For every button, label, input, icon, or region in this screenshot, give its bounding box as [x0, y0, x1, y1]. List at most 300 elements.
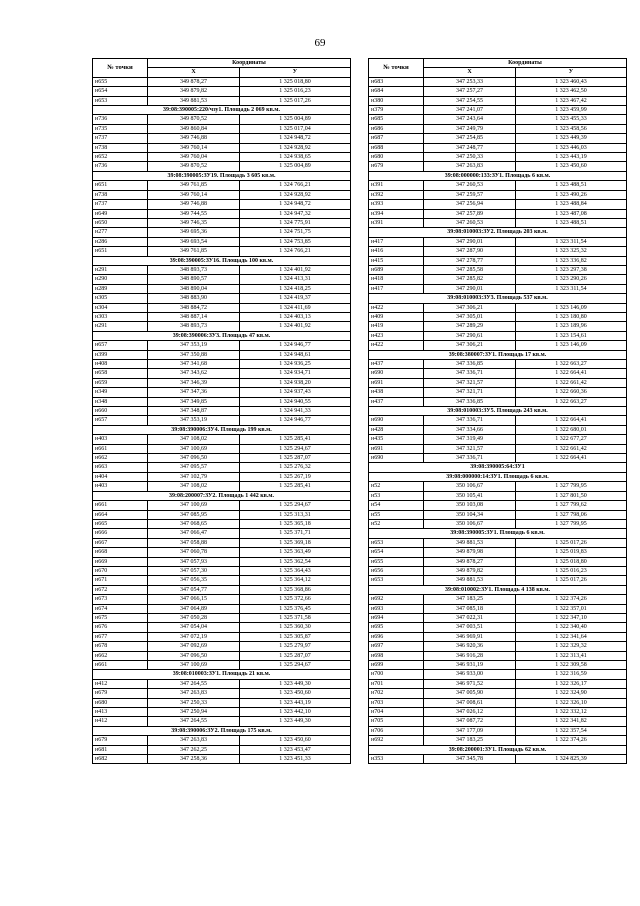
- table-row: [93, 745, 351, 754]
- point-number-cell: н672: [93, 585, 148, 594]
- table-row: [369, 698, 627, 707]
- table-row: [93, 181, 351, 190]
- table-row: [369, 651, 627, 660]
- point-number-cell: н692: [369, 595, 424, 604]
- x-coordinate-cell: 349 693,54: [148, 237, 240, 246]
- table-row: [93, 689, 351, 698]
- table-row: [369, 256, 627, 265]
- y-coordinate-cell: 1 322 341,64: [516, 632, 627, 641]
- x-coordinate-cell: 347 108,02: [148, 435, 240, 444]
- point-number-cell: н286: [93, 237, 148, 246]
- table-row: [93, 444, 351, 453]
- y-coordinate-cell: 1 322 316,59: [516, 670, 627, 679]
- x-coordinate-cell: 347 254,55: [424, 96, 516, 105]
- table-row: [93, 595, 351, 604]
- section-row: [93, 331, 351, 340]
- table-row: [369, 670, 627, 679]
- table-row: [93, 566, 351, 575]
- y-coordinate-cell: 1 325 369,18: [240, 538, 351, 547]
- y-coordinate-cell: 1 325 285,41: [240, 435, 351, 444]
- x-coordinate-cell: 347 253,33: [424, 77, 516, 86]
- y-coordinate-cell: 1 324 940,55: [240, 397, 351, 406]
- y-coordinate-cell: 1 322 357,01: [516, 604, 627, 613]
- left-table-body: [93, 77, 351, 764]
- x-coordinate-cell: 347 060,78: [148, 548, 240, 557]
- table-row: [93, 312, 351, 321]
- table-row: [93, 388, 351, 397]
- table-row: [93, 510, 351, 519]
- y-coordinate-cell: 1 323 487,08: [516, 209, 627, 218]
- table-row: [93, 755, 351, 764]
- point-number-cell: н738: [93, 143, 148, 152]
- point-number-cell: н697: [369, 642, 424, 651]
- point-number-cell: н437: [369, 360, 424, 369]
- y-coordinate-cell: 1 324 946,77: [240, 341, 351, 350]
- point-number-cell: н53: [369, 491, 424, 500]
- x-coordinate-cell: 350 105,41: [424, 491, 516, 500]
- x-coordinate-cell: 350 106,67: [424, 482, 516, 491]
- y-coordinate-cell: 1 324 936,25: [240, 360, 351, 369]
- y-coordinate-cell: 1 324 775,91: [240, 218, 351, 227]
- point-number-cell: н349: [93, 388, 148, 397]
- x-coordinate-cell: 347 336,71: [424, 369, 516, 378]
- x-coordinate-cell: 347 066,15: [148, 595, 240, 604]
- x-coordinate-cell: 347 260,53: [424, 218, 516, 227]
- section-title: 39:08:200007:ЗУ2. Площадь 1 442 кв.м.: [93, 491, 351, 500]
- table-row: [93, 585, 351, 594]
- point-number-cell: н55: [369, 510, 424, 519]
- x-coordinate-cell: 347 260,53: [424, 181, 516, 190]
- table-row: [369, 200, 627, 209]
- table-row: [93, 284, 351, 293]
- point-number-cell: н662: [93, 454, 148, 463]
- x-coordinate-cell: 347 008,61: [424, 698, 516, 707]
- table-row: [93, 209, 351, 218]
- x-coordinate-cell: 346 971,52: [424, 679, 516, 688]
- table-row: [369, 661, 627, 670]
- table-row: [93, 143, 351, 152]
- point-number-cell: н691: [369, 378, 424, 387]
- point-number-cell: н670: [93, 566, 148, 575]
- x-coordinate-cell: 349 746,88: [148, 134, 240, 143]
- y-coordinate-cell: 1 327 799,95: [516, 482, 627, 491]
- point-number-cell: н654: [369, 548, 424, 557]
- table-row: [369, 538, 627, 547]
- table-row: [93, 642, 351, 651]
- table-row: [369, 303, 627, 312]
- table-row: [93, 501, 351, 510]
- point-number-cell: н290: [93, 275, 148, 284]
- x-coordinate-cell: 347 256,94: [424, 200, 516, 209]
- y-coordinate-cell: 1 322 660,36: [516, 388, 627, 397]
- x-coordinate-cell: 347 264,55: [148, 717, 240, 726]
- point-number-cell: н650: [93, 218, 148, 227]
- point-number-cell: н657: [93, 341, 148, 350]
- point-number-cell: н679: [93, 689, 148, 698]
- y-coordinate-cell: 1 324 825,39: [516, 755, 627, 764]
- point-number-cell: н679: [93, 736, 148, 745]
- point-number-cell: н52: [369, 482, 424, 491]
- table-row: [369, 388, 627, 397]
- point-number-cell: н651: [93, 247, 148, 256]
- y-header: У: [516, 68, 627, 77]
- point-number-cell: н391: [369, 181, 424, 190]
- y-coordinate-cell: 1 325 019,83: [516, 548, 627, 557]
- point-number-cell: н660: [93, 407, 148, 416]
- point-number-cell: н438: [369, 388, 424, 397]
- table-row: [369, 632, 627, 641]
- y-coordinate-cell: 1 323 488,51: [516, 181, 627, 190]
- table-row: [93, 548, 351, 557]
- y-coordinate-cell: 1 325 004,89: [240, 115, 351, 124]
- section-row: [369, 745, 627, 754]
- table-row: [93, 322, 351, 331]
- point-number-cell: н437: [369, 397, 424, 406]
- point-number-cell: н684: [369, 87, 424, 96]
- table-row: [93, 717, 351, 726]
- point-number-cell: н680: [93, 698, 148, 707]
- x-coordinate-cell: 347 058,88: [148, 538, 240, 547]
- x-coordinate-cell: 347 092,69: [148, 642, 240, 651]
- x-coordinate-cell: 347 336,71: [424, 416, 516, 425]
- point-number-cell: н685: [369, 115, 424, 124]
- x-coordinate-cell: 349 760,14: [148, 143, 240, 152]
- table-row: [93, 265, 351, 274]
- y-coordinate-cell: 1 322 664,41: [516, 369, 627, 378]
- x-coordinate-cell: 347 250,94: [148, 708, 240, 717]
- y-coordinate-cell: 1 324 938,20: [240, 378, 351, 387]
- section-title: 39:08:010003:ЗУ5. Площадь 243 кв.м.: [369, 407, 627, 416]
- table-row: [93, 294, 351, 303]
- table-row: [369, 623, 627, 632]
- point-number-cell: н674: [93, 604, 148, 613]
- x-coordinate-cell: 348 893,73: [148, 322, 240, 331]
- y-coordinate-cell: 1 327 799,95: [516, 519, 627, 528]
- table-row: [369, 679, 627, 688]
- y-coordinate-cell: 1 323 462,50: [516, 87, 627, 96]
- section-title: 39:08:390005:220/чзу1. Площадь 2 069 кв.м.: [93, 106, 351, 115]
- x-coordinate-cell: 347 262,25: [148, 745, 240, 754]
- point-number-cell: н682: [93, 755, 148, 764]
- table-row: [93, 378, 351, 387]
- y-coordinate-cell: 1 322 661,42: [516, 378, 627, 387]
- y-coordinate-cell: 1 323 449,30: [240, 679, 351, 688]
- right-coordinates-table: [368, 58, 627, 764]
- y-coordinate-cell: 1 323 180,80: [516, 312, 627, 321]
- point-number-cell: н704: [369, 708, 424, 717]
- section-row: [369, 294, 627, 303]
- x-coordinate-cell: 347 321,57: [424, 378, 516, 387]
- x-coordinate-cell: 350 103,08: [424, 501, 516, 510]
- point-number-cell: н413: [93, 708, 148, 717]
- table-row: [369, 265, 627, 274]
- x-coordinate-cell: 347 100,69: [148, 501, 240, 510]
- x-coordinate-cell: 347 290,61: [424, 331, 516, 340]
- table-row: [93, 463, 351, 472]
- x-coordinate-cell: 349 695,36: [148, 228, 240, 237]
- point-number-cell: н700: [369, 670, 424, 679]
- y-coordinate-cell: 1 322 326,10: [516, 698, 627, 707]
- y-coordinate-cell: 1 322 680,01: [516, 425, 627, 434]
- x-coordinate-cell: 347 336,85: [424, 360, 516, 369]
- table-row: [93, 736, 351, 745]
- table-row: [369, 576, 627, 585]
- coordinates-header: Координаты: [148, 59, 351, 68]
- y-coordinate-cell: 1 323 189,96: [516, 322, 627, 331]
- table-row: [93, 698, 351, 707]
- x-coordinate-cell: 347 341,68: [148, 360, 240, 369]
- y-coordinate-cell: 1 322 374,26: [516, 736, 627, 745]
- table-row: [93, 134, 351, 143]
- y-coordinate-cell: 1 323 443,19: [240, 698, 351, 707]
- section-title: 39:08:000000:14:ЗУ1. Площадь 6 кв.м.: [369, 472, 627, 481]
- y-coordinate-cell: 1 324 753,85: [240, 237, 351, 246]
- point-number-cell: н416: [369, 247, 424, 256]
- y-coordinate-cell: 1 323 297,38: [516, 265, 627, 274]
- section-title: 39:08:010002:ЗУ1. Площадь 4 138 кв.м.: [369, 585, 627, 594]
- y-coordinate-cell: 1 325 016,23: [516, 566, 627, 575]
- point-number-cell: н303: [93, 312, 148, 321]
- table-row: [93, 153, 351, 162]
- x-coordinate-cell: 347 102,79: [148, 472, 240, 481]
- point-number-cell: н690: [369, 369, 424, 378]
- x-coordinate-cell: 347 056,35: [148, 576, 240, 585]
- point-number-cell: н692: [369, 736, 424, 745]
- y-coordinate-cell: 1 327 801,50: [516, 491, 627, 500]
- y-coordinate-cell: 1 327 798,06: [516, 510, 627, 519]
- table-row: [369, 548, 627, 557]
- x-coordinate-cell: 346 920,36: [424, 642, 516, 651]
- y-coordinate-cell: 1 325 287,07: [240, 454, 351, 463]
- left-coordinates-table: [92, 58, 351, 764]
- point-number-cell: н652: [93, 153, 148, 162]
- table-row: [369, 501, 627, 510]
- point-number-cell: н649: [93, 209, 148, 218]
- point-number-cell: н653: [369, 538, 424, 547]
- point-number-cell: н289: [93, 284, 148, 293]
- y-coordinate-cell: 1 325 364,43: [240, 566, 351, 575]
- section-title: 39:08:390005:ЗУ19. Площадь 3 605 кв.м.: [93, 171, 351, 180]
- section-title: 39:08:380007:ЗУ1. Площадь 17 кв.м.: [369, 350, 627, 359]
- x-coordinate-cell: 347 343,62: [148, 369, 240, 378]
- y-coordinate-cell: 1 323 488,84: [516, 200, 627, 209]
- x-coordinate-cell: 349 870,52: [148, 162, 240, 171]
- y-coordinate-cell: 1 324 418,25: [240, 284, 351, 293]
- y-coordinate-cell: 1 325 285,41: [240, 482, 351, 491]
- y-coordinate-cell: 1 324 937,43: [240, 388, 351, 397]
- table-row: [93, 623, 351, 632]
- point-number-cell: н688: [369, 143, 424, 152]
- section-title: 39:08:390005:ЗУ16. Площадь 100 кв.м.: [93, 256, 351, 265]
- y-coordinate-cell: 1 322 340,40: [516, 623, 627, 632]
- x-coordinate-cell: 349 760,04: [148, 153, 240, 162]
- y-coordinate-cell: 1 323 146,09: [516, 303, 627, 312]
- y-coordinate-cell: 1 323 455,33: [516, 115, 627, 124]
- point-number-cell: н736: [93, 162, 148, 171]
- point-number-cell: н663: [93, 463, 148, 472]
- y-coordinate-cell: 1 325 363,49: [240, 548, 351, 557]
- y-coordinate-cell: 1 325 018,80: [516, 557, 627, 566]
- y-coordinate-cell: 1 325 360,30: [240, 623, 351, 632]
- section-row: [93, 256, 351, 265]
- point-number-cell: н661: [93, 444, 148, 453]
- table-row: [369, 416, 627, 425]
- table-row: [93, 708, 351, 717]
- y-coordinate-cell: 1 322 663,27: [516, 360, 627, 369]
- x-coordinate-cell: 347 003,51: [424, 623, 516, 632]
- point-number-cell: н737: [93, 134, 148, 143]
- x-coordinate-cell: 347 095,57: [148, 463, 240, 472]
- x-coordinate-cell: 347 249,79: [424, 124, 516, 133]
- point-number-cell: н655: [93, 77, 148, 86]
- x-coordinate-cell: 347 108,02: [148, 482, 240, 491]
- point-number-cell: н417: [369, 237, 424, 246]
- point-number-cell: н665: [93, 519, 148, 528]
- x-coordinate-cell: 347 257,89: [424, 209, 516, 218]
- point-number-cell: н391: [369, 218, 424, 227]
- section-row: [93, 171, 351, 180]
- table-row: [93, 124, 351, 133]
- table-row: [93, 632, 351, 641]
- x-coordinate-cell: 347 085,95: [148, 510, 240, 519]
- table-row: [369, 96, 627, 105]
- point-number-cell: н702: [369, 689, 424, 698]
- x-coordinate-cell: 349 879,82: [424, 566, 516, 575]
- section-row: [369, 472, 627, 481]
- point-number-cell: н423: [369, 331, 424, 340]
- y-coordinate-cell: 1 323 450,60: [240, 689, 351, 698]
- point-number-cell: н403: [93, 482, 148, 491]
- y-coordinate-cell: 1 322 661,42: [516, 444, 627, 453]
- table-row: [369, 322, 627, 331]
- point-number-cell: н666: [93, 529, 148, 538]
- point-number-cell: н703: [369, 698, 424, 707]
- x-coordinate-cell: 349 746,35: [148, 218, 240, 227]
- y-coordinate-cell: 1 325 017,26: [516, 538, 627, 547]
- x-coordinate-cell: 348 893,73: [148, 265, 240, 274]
- point-number-cell: н54: [369, 501, 424, 510]
- point-number-cell: н738: [93, 190, 148, 199]
- x-coordinate-cell: 350 104,34: [424, 510, 516, 519]
- table-row: [93, 303, 351, 312]
- x-coordinate-cell: 347 087,72: [424, 717, 516, 726]
- point-number-cell: н651: [93, 181, 148, 190]
- table-row: [93, 341, 351, 350]
- point-number-cell: н661: [93, 501, 148, 510]
- table-row: [369, 369, 627, 378]
- table-row: [369, 312, 627, 321]
- section-title: 39:08:390005:64:ЗУ1: [369, 463, 627, 472]
- table-row: [369, 566, 627, 575]
- y-coordinate-cell: 1 324 947,32: [240, 209, 351, 218]
- point-number-cell: н653: [93, 96, 148, 105]
- point-number-cell: н419: [369, 322, 424, 331]
- y-coordinate-cell: 1 322 664,41: [516, 454, 627, 463]
- y-coordinate-cell: 1 323 459,99: [516, 106, 627, 115]
- point-number-cell: н673: [93, 595, 148, 604]
- table-row: [93, 228, 351, 237]
- table-row: [369, 595, 627, 604]
- y-coordinate-cell: 1 324 946,77: [240, 416, 351, 425]
- x-coordinate-cell: 349 746,88: [148, 200, 240, 209]
- point-number-cell: н681: [93, 745, 148, 754]
- x-coordinate-cell: 347 349,85: [148, 397, 240, 406]
- point-number-cell: н393: [369, 200, 424, 209]
- y-coordinate-cell: 1 325 017,26: [240, 96, 351, 105]
- x-coordinate-cell: 348 887,14: [148, 312, 240, 321]
- y-coordinate-cell: 1 324 948,72: [240, 134, 351, 143]
- y-coordinate-cell: 1 323 446,03: [516, 143, 627, 152]
- section-title: 39:08:390006:ЗУ4. Площадь 199 кв.м.: [93, 425, 351, 434]
- x-coordinate-cell: 347 345,78: [424, 755, 516, 764]
- x-coordinate-cell: 347 336,71: [424, 454, 516, 463]
- y-coordinate-cell: 1 323 442,10: [240, 708, 351, 717]
- x-coordinate-cell: 349 870,52: [148, 115, 240, 124]
- x-coordinate-cell: 349 878,27: [148, 77, 240, 86]
- y-coordinate-cell: 1 324 403,13: [240, 312, 351, 321]
- table-row: [93, 679, 351, 688]
- right-coordinates-table-container: [368, 58, 627, 764]
- y-coordinate-cell: 1 322 332,12: [516, 708, 627, 717]
- x-coordinate-cell: 350 106,67: [424, 519, 516, 528]
- coordinates-header: Координаты: [424, 59, 627, 68]
- x-coordinate-cell: 347 306,21: [424, 303, 516, 312]
- point-number-cell: н680: [369, 153, 424, 162]
- section-row: [369, 350, 627, 359]
- y-coordinate-cell: 1 325 371,71: [240, 529, 351, 538]
- point-number-cell: н696: [369, 632, 424, 641]
- point-number-cell: н735: [93, 124, 148, 133]
- table-row: [369, 642, 627, 651]
- y-coordinate-cell: 1 322 309,58: [516, 661, 627, 670]
- table-row: [93, 416, 351, 425]
- section-row: [93, 726, 351, 735]
- point-number-cell: н656: [369, 566, 424, 575]
- point-number-cell: н699: [369, 661, 424, 670]
- point-number-cell: н687: [369, 134, 424, 143]
- y-coordinate-cell: 1 325 372,66: [240, 595, 351, 604]
- section-row: [93, 491, 351, 500]
- x-coordinate-cell: 346 969,91: [424, 632, 516, 641]
- section-row: [93, 670, 351, 679]
- y-coordinate-cell: 1 325 287,07: [240, 651, 351, 660]
- y-coordinate-cell: 1 324 941,33: [240, 407, 351, 416]
- point-number-cell: н657: [93, 416, 148, 425]
- y-coordinate-cell: 1 325 016,23: [240, 87, 351, 96]
- y-coordinate-cell: 1 324 934,71: [240, 369, 351, 378]
- table-row: [93, 96, 351, 105]
- table-row: [369, 717, 627, 726]
- section-title: 39:08:000000:133:ЗУ1. Площадь 6 кв.м.: [369, 171, 627, 180]
- x-coordinate-cell: 347 177,09: [424, 726, 516, 735]
- point-number-cell: н737: [93, 200, 148, 209]
- section-row: [369, 529, 627, 538]
- table-row: [93, 162, 351, 171]
- x-coordinate-cell: 349 761,85: [148, 181, 240, 190]
- point-number-cell: н686: [369, 124, 424, 133]
- x-coordinate-cell: 347 290,01: [424, 284, 516, 293]
- x-coordinate-cell: 347 290,01: [424, 237, 516, 246]
- table-row: [93, 87, 351, 96]
- y-coordinate-cell: 1 323 460,43: [516, 77, 627, 86]
- right-table-body: [369, 77, 627, 764]
- y-coordinate-cell: 1 323 453,47: [240, 745, 351, 754]
- x-coordinate-cell: 347 306,21: [424, 341, 516, 350]
- x-coordinate-cell: 347 243,64: [424, 115, 516, 124]
- x-coordinate-cell: 346 931,19: [424, 661, 516, 670]
- x-coordinate-cell: 347 257,27: [424, 87, 516, 96]
- point-number-cell: н394: [369, 209, 424, 218]
